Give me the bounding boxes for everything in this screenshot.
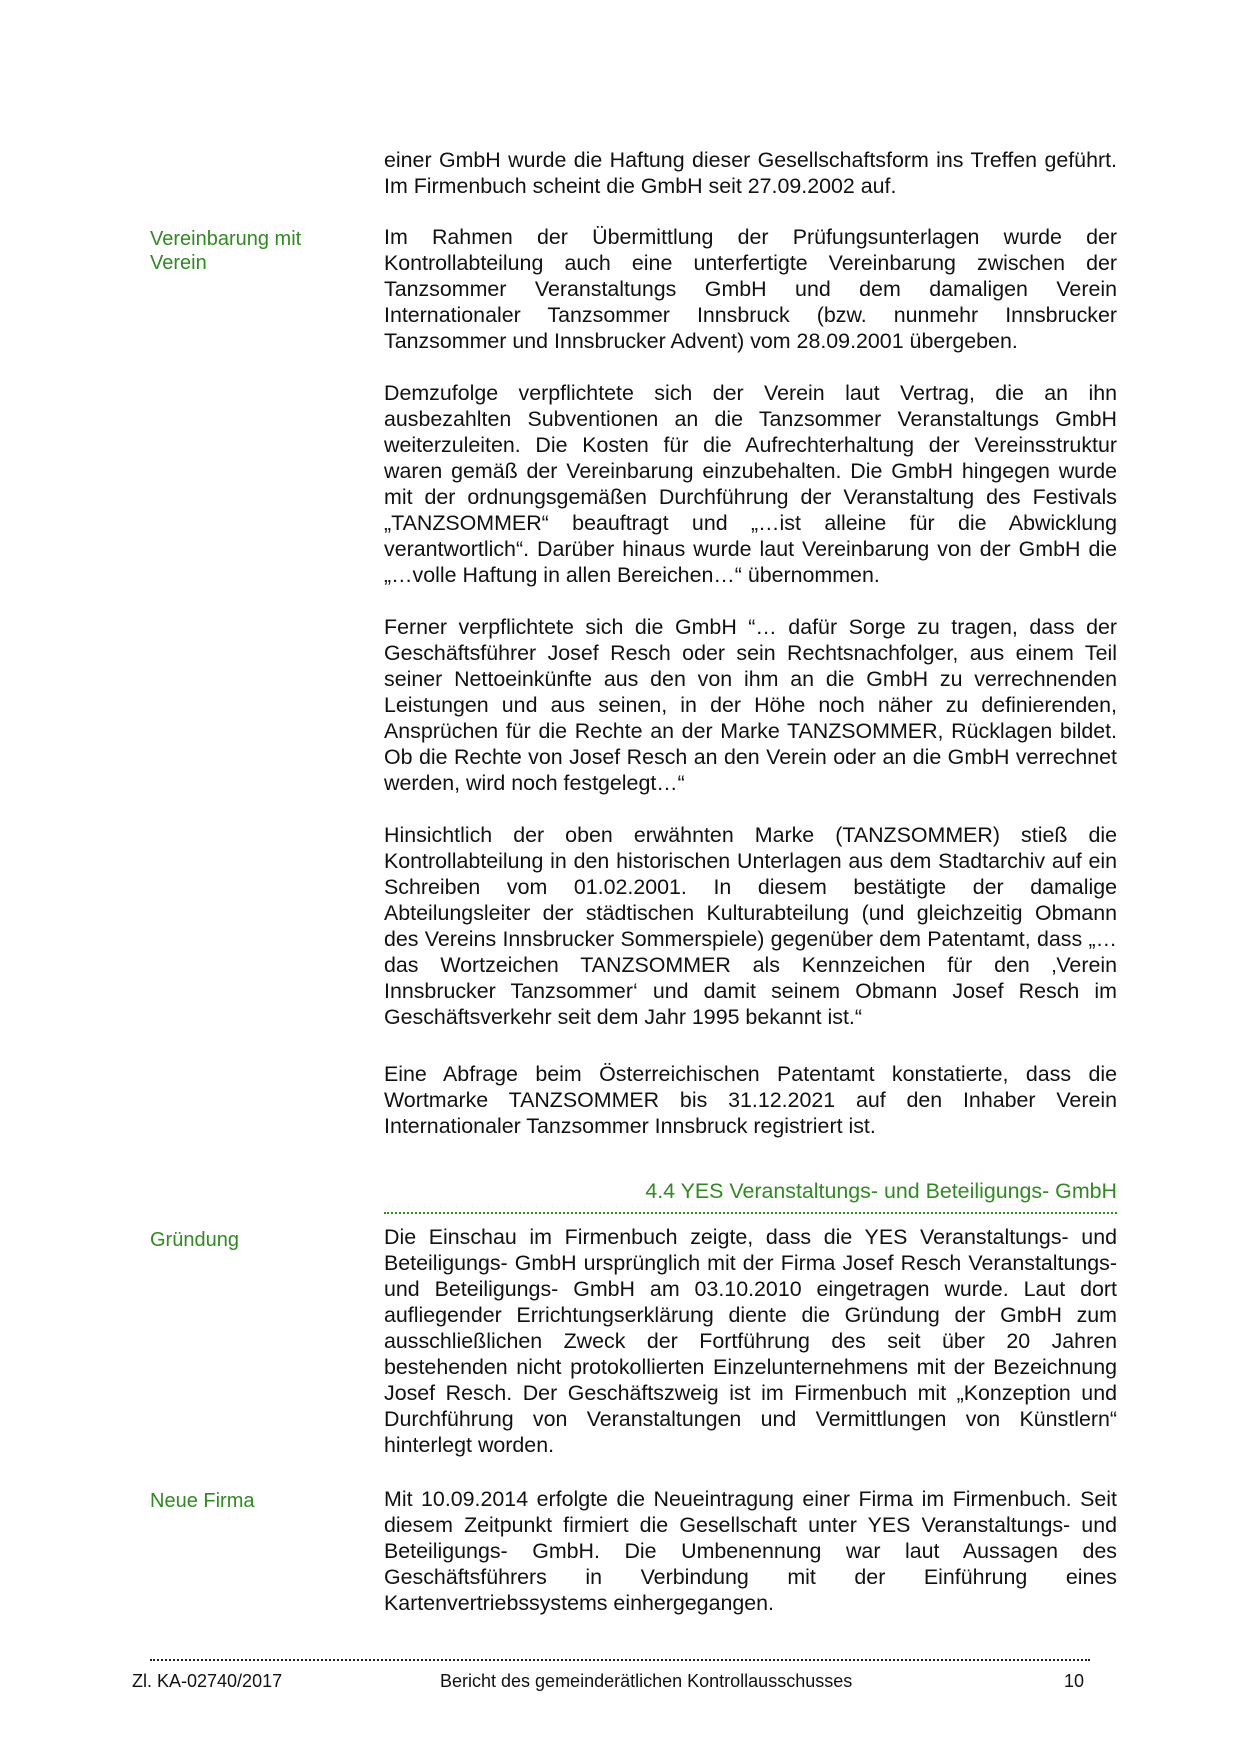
paragraph-uebermittlung: Im Rahmen der Übermittlung der Prüfungsunterlagen wurde der Kontrollabteilung auch eine unterfertigte Vereinbarung zwischen der Tanzsommer Veranstaltungs GmbH und dem damaligen Verein Internationaler Tanzsommer Innsbruck (bzw. nunmehr Innsbrucker Tanzsommer und Innsbrucker Advent) vom 28.09.2001 übergeben. (384, 225, 1117, 353)
footer-title: Bericht des gemeinderätlichen Kontrollausschusses (440, 1671, 853, 1691)
footer-page-number: 10 (1064, 1671, 1085, 1691)
side-note-gruendung: Gründung (150, 1229, 239, 1251)
paragraph-ferner: Ferner verpflichtete sich die GmbH “… dafür Sorge zu tragen, dass der Geschäftsführer Josef Resch oder sein Rechtsnachfolger, aus einem Teil seiner Nettoeinkünfte aus den von ihm an die GmbH zu verrechnenden Leistungen und aus seinen, in der Höhe noch näher zu definierenden, Ansprüchen für die Rechte an der Marke TANZSOMMER, Rücklagen bildet. Ob die Rechte von Josef Resch an den Verein oder an die GmbH verrechnet werden, wird noch festgelegt…“ (384, 615, 1117, 795)
paragraph-hinsichtlich-marke: Hinsichtlich der oben erwähnten Marke (TANZSOMMER) stieß die Kontrollabteilung in den historischen Unterlagen aus dem Stadtarchiv auf ein Schreiben vom 01.02.2001. In diesem bestätigte der damalige Abteilungsleiter der städtischen Kulturabteilung (und gleichzeitig Obmann des Vereins Innsbrucker Sommerspiele) gegenüber dem Patentamt, dass „…das Wortzeichen TANZSOMMER als Kennzeichen für den ‚Verein Innsbrucker Tanzsommer‘ und damit seinem Obmann Josef Resch im Geschäftsverkehr seit dem Jahr 1995 bekannt ist.“ (384, 823, 1117, 1029)
side-note-vereinbarung: Vereinbarung mit Verein (150, 228, 302, 274)
footer-reference: Zl. KA-02740/2017 (132, 1671, 283, 1691)
side-note-neue-firma: Neue Firma (150, 1490, 255, 1512)
section-heading: 4.4 YES Veranstaltungs- und Beteiligungs- GmbH (645, 1179, 1117, 1203)
paragraph-einschau-firmenbuch: Die Einschau im Firmenbuch zeigte, dass die YES Veranstaltungs- und Beteiligungs- GmbH ursprünglich mit der Firma Josef Resch Veranstaltungs- und Beteiligungs- GmbH am 03.10.2010 eingetragen wurde. Laut dort aufliegender Errichtungserklärung diente die Gründung der GmbH zum ausschließlichen Zweck der Fortführung des seit über 20 Jahren bestehenden nicht protokollierten Einzelunternehmens mit der Bezeichnung Josef Resch. Der Geschäftszweig ist im Firmenbuch mit „Konzeption und Durchführung von Veranstaltungen und Vermittlungen von Künstlern“ hinterlegt worden. (384, 1225, 1117, 1457)
paragraph-gmbh-haftung: einer GmbH wurde die Haftung dieser Gesellschaftsform ins Treffen geführt. Im Firmenbuch scheint die GmbH seit 27.09.2002 auf. (384, 148, 1117, 198)
section-heading-rule (384, 1212, 1117, 1214)
footer-rule (150, 1659, 1090, 1661)
paragraph-neueintragung: Mit 10.09.2014 erfolgte die Neueintragung einer Firma im Firmenbuch. Seit diesem Zeitpunkt firmiert die Gesellschaft unter YES Veranstaltungs- und Beteiligungs- GmbH. Die Umbenennung war laut Aussagen des Geschäftsführers in Verbindung mit der Einführung eines Kartenvertriebssystems einhergegangen. (384, 1487, 1117, 1615)
paragraph-patentamt: Eine Abfrage beim Österreichischen Patentamt konstatierte, dass die Wortmarke TANZSOMMER bis 31.12.2021 auf den Inhaber Verein Internationaler Tanzsommer Innsbruck registriert ist. (384, 1062, 1117, 1138)
paragraph-demzufolge: Demzufolge verpflichtete sich der Verein laut Vertrag, die an ihn ausbezahlten Subventionen an die Tanzsommer Veranstaltungs GmbH weiterzuleiten. Die Kosten für die Aufrechterhaltung der Vereinsstruktur waren gemäß der Vereinbarung einzubehalten. Die GmbH hingegen wurde mit der ordnungsgemäßen Durchführung der Veranstaltung des Festivals „TANZSOMMER“ beauftragt und „…ist alleine für die Abwicklung verantwortlich“. Darüber hinaus wurde laut Vereinbarung von der GmbH die „…volle Haftung in allen Bereichen…“ übernommen. (384, 381, 1117, 587)
